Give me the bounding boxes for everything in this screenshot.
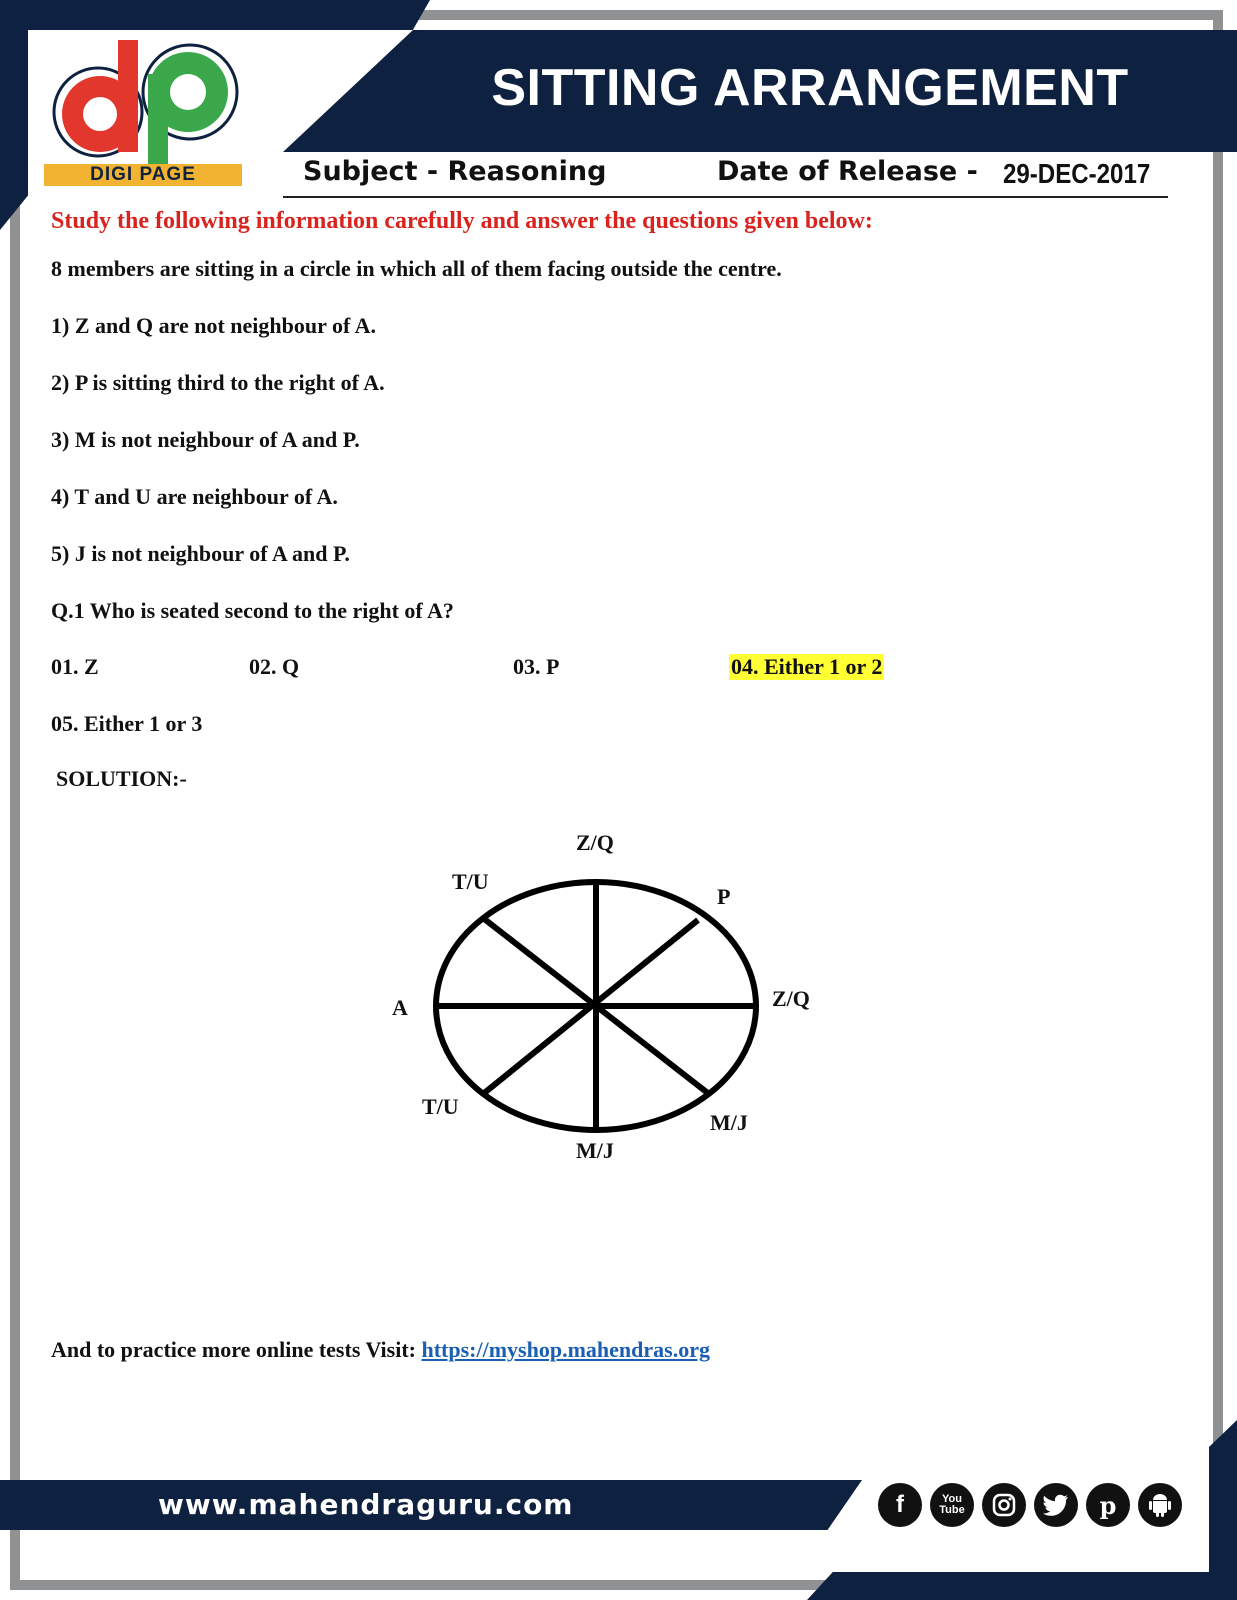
practice-line — [51, 1337, 710, 1363]
intro-text: 8 members are sitting in a circle in which all of them facing outside the centre. — [51, 256, 782, 281]
facebook-icon[interactable]: f — [878, 1483, 922, 1527]
solution-label: SOLUTION:- — [56, 766, 187, 791]
statement-4: 4) T and U are neighbour of A. — [51, 484, 338, 509]
seat-bottom: M/J — [576, 1138, 614, 1163]
option-4-correct: 04. Either 1 or 2 — [731, 654, 883, 679]
android-icon[interactable] — [1138, 1483, 1182, 1527]
logo-badge: DIGI PAGE — [44, 164, 242, 186]
statement-5: 5) J is not neighbour of A and P. — [51, 541, 350, 566]
option-1: 01. Z — [51, 654, 99, 679]
option-2: 02. Q — [249, 654, 300, 679]
youtube-icon[interactable]: You Tube — [930, 1483, 974, 1527]
social-icons — [878, 1483, 1182, 1527]
seat-top-left: T/U — [452, 869, 489, 894]
instagram-icon[interactable] — [982, 1483, 1026, 1527]
release-label: Date of Release - — [717, 156, 978, 187]
page-title: SITTING ARRANGEMENT — [491, 59, 1129, 117]
seating-diagram — [380, 820, 840, 1180]
option-5: 05. Either 1 or 3 — [51, 711, 203, 736]
seat-top-right: P — [717, 884, 731, 909]
question-text: Q.1 Who is seated second to the right of A? — [51, 598, 454, 623]
seat-left: A — [392, 995, 408, 1020]
practice-text: And to practice more online tests Visit: — [51, 1337, 416, 1362]
header-divider — [283, 196, 1168, 198]
option-3: 03. P — [513, 654, 560, 679]
seat-bottom-right: M/J — [710, 1110, 748, 1135]
statement-1: 1) Z and Q are not neighbour of A. — [51, 313, 376, 338]
footer-url[interactable]: www.mahendraguru.com — [158, 1488, 574, 1521]
practice-link[interactable]: https://myshop.mahendras.org — [421, 1337, 710, 1362]
corner-decoration-top — [0, 0, 430, 30]
pinterest-icon[interactable]: p — [1086, 1483, 1130, 1527]
subject-label: Subject - Reasoning — [303, 156, 607, 187]
statement-2: 2) P is sitting third to the right of A. — [51, 370, 385, 395]
corner-decoration-left — [0, 0, 28, 230]
seat-top: Z/Q — [576, 830, 614, 855]
instruction-text: Study the following information carefully and answer the questions given below: — [51, 208, 873, 234]
corner-decoration-bottom — [807, 1572, 1237, 1600]
digi-page-logo-icon — [40, 34, 250, 164]
release-date: 29-DEC-2017 — [1003, 158, 1151, 189]
seat-bottom-left: T/U — [422, 1094, 459, 1119]
statement-3: 3) M is not neighbour of A and P. — [51, 427, 360, 452]
seat-right: Z/Q — [772, 986, 810, 1011]
corner-decoration-right — [1209, 1420, 1237, 1600]
twitter-icon[interactable] — [1034, 1483, 1078, 1527]
